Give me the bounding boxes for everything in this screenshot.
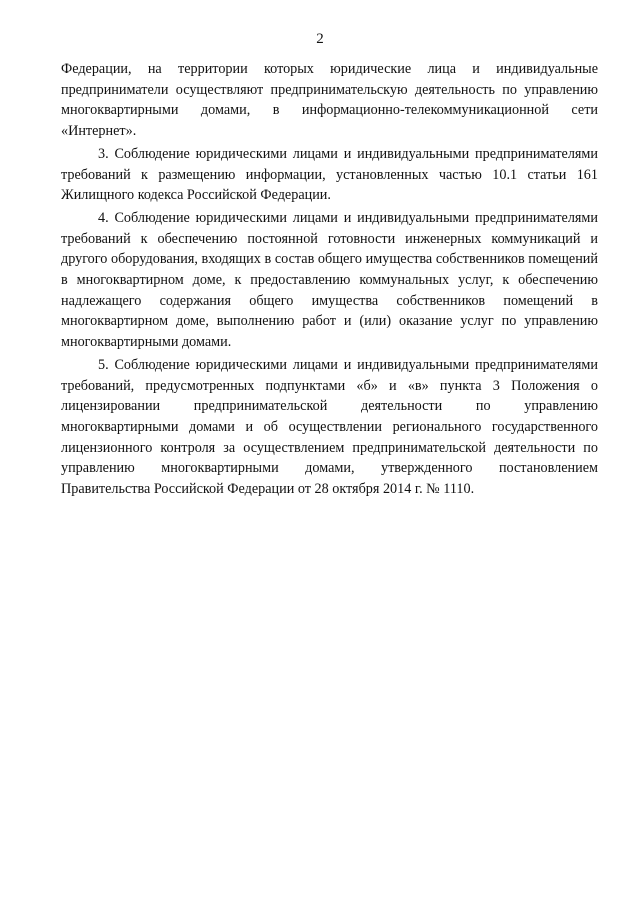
- paragraph-continuation: Федерации, на территории которых юридические лица и индивидуальные предприниматели осуществляют предпринимательскую деятельность по управлению многоквартирными домами, в информационно-телекоммуникационной сети «Интернет».: [61, 61, 598, 140]
- paragraph-item-4: 4. Соблюдение юридическими лицами и индивидуальными предпринимателями требований к обеспечению постоянной готовности инженерных коммуникаций и другого оборудования, входящих в состав общего имущества собственников помещений в многоквартирном доме, к предоставлению коммунальных услуг, к обеспечению надлежащего содержания общего имущества собственников помещений в многоквартирном доме, выполнению работ и (или) оказание услуг по управлению многоквартирными домами.: [61, 209, 598, 351]
- document-body: [61, 59, 598, 502]
- paragraph-item-5: 5. Соблюдение юридическими лицами и индивидуальными предпринимателями требований, предусмотренных подпунктами «б» и «в» пункта 3 Положения о лицензировании предпринимательской деятельности по управлению многоквартирными домами и об осуществлении регионального государственного лицензионного контроля за осуществлением предпринимательской деятельности по управлению многоквартирными домами, утвержденного постановлением Правительства Российской Федерации от 28 октября 2014 г. № 1110.: [61, 356, 598, 498]
- paragraph-item-3: 3. Соблюдение юридическими лицами и индивидуальными предпринимателями требований к размещению информации, установленных частью 10.1 статьи 161 Жилищного кодекса Российской Федерации.: [61, 145, 598, 204]
- page-number: 2: [316, 31, 324, 47]
